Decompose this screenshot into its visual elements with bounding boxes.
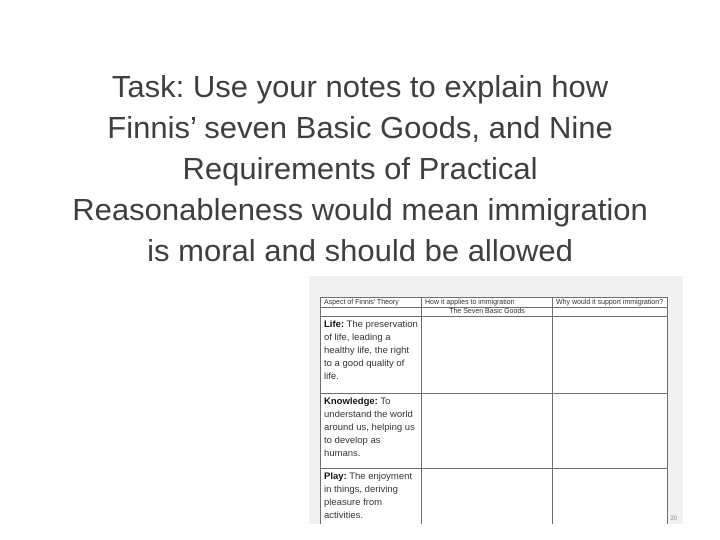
good-description: To understand the world around us, helping us to develop as humans. — [324, 396, 415, 459]
table-header-row — [321, 298, 668, 308]
table-row — [321, 394, 668, 469]
blank-cell — [422, 317, 553, 394]
task-line: Task: Use your notes to explain how — [111, 69, 609, 104]
blank-cell — [553, 469, 668, 525]
good-description: The enjoyment in things, deriving pleasure from activities. — [324, 471, 413, 521]
blank-cell — [553, 394, 668, 469]
blank-cell — [422, 394, 553, 469]
header-aspect: Aspect of Finnis’ Theory — [321, 298, 422, 308]
table-row — [321, 317, 668, 394]
worksheet-image — [309, 276, 683, 524]
good-name: Play: — [324, 471, 347, 482]
task-line: is moral and should be allowed — [147, 233, 573, 268]
section-row — [321, 308, 668, 317]
task-line: Requirements of Practical — [182, 151, 538, 186]
task-line: Finnis’ seven Basic Goods, and Nine — [107, 110, 613, 145]
page-number: 20 — [670, 516, 677, 522]
worksheet-table — [320, 297, 668, 524]
header-applies: How it applies to immigration — [422, 298, 553, 308]
header-support: Why would it support immigration? — [553, 298, 668, 308]
blank-cell — [422, 469, 553, 525]
blank-cell — [553, 317, 668, 394]
task-instructions — [0, 66, 720, 271]
task-line: Reasonableness would mean immigration — [72, 192, 648, 227]
table-row — [321, 469, 668, 525]
good-name: Knowledge: — [324, 396, 378, 407]
good-description: The preservation of life, leading a healthy life, the right to a good quality of life. — [324, 319, 418, 382]
good-name: Life: — [324, 319, 345, 330]
section-title: The Seven Basic Goods — [422, 308, 553, 317]
